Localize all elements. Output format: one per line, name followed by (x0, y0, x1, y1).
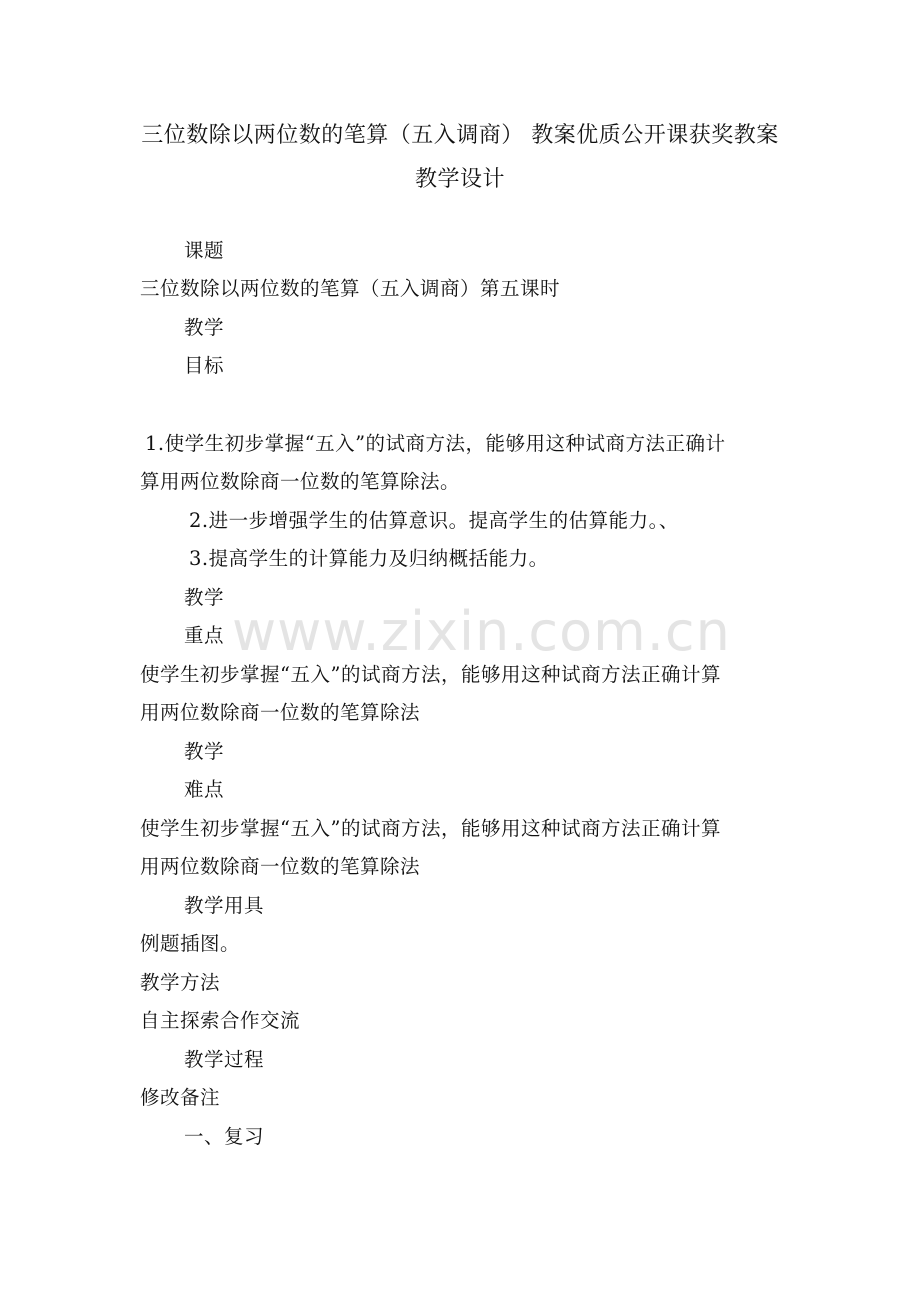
key-points-line-2: 用两位数除商一位数的笔算除法 (140, 701, 421, 724)
goal-2: 2.进一步增强学生的估算意识。提高学生的估算能力。、 (189, 509, 679, 532)
label-teaching-tools: 教学用具 (184, 894, 265, 917)
watermark: www.zixin.com.cn (232, 600, 731, 663)
label-teaching-3: 教学 (184, 740, 225, 763)
label-teaching-2: 教学 (184, 586, 225, 609)
label-revision-notes: 修改备注 (140, 1086, 221, 1109)
difficulties-line-1: 使学生初步掌握“五入”的试商方法，能够用这种试商方法正确计算 (140, 817, 721, 840)
document-title: 三位数除以两位数的笔算（五入调商） 教案优质公开课获奖教案教学设计 (141, 123, 779, 192)
label-difficulties: 难点 (184, 778, 225, 801)
goal-1-line-1: 1.使学生初步掌握“五入”的试商方法，能够用这种试商方法正确计 (145, 432, 726, 455)
label-teaching-process: 教学过程 (184, 1048, 265, 1071)
difficulties-line-2: 用两位数除商一位数的笔算除法 (140, 855, 421, 878)
teaching-method-text: 自主探索合作交流 (140, 1009, 301, 1032)
topic-text: 三位数除以两位数的笔算（五入调商）第五课时 (140, 277, 561, 300)
key-points-line-1: 使学生初步掌握“五入”的试商方法，能够用这种试商方法正确计算 (140, 663, 721, 686)
teaching-tools-text: 例题插图。 (140, 932, 241, 955)
label-teaching-method: 教学方法 (140, 971, 221, 994)
label-key-points: 重点 (184, 624, 225, 647)
label-goals: 目标 (184, 354, 225, 377)
goal-3: 3.提高学生的计算能力及归纳概括能力。 (189, 547, 549, 570)
label-teaching: 教学 (184, 316, 225, 339)
goal-1-line-2: 算用两位数除商一位数的笔算除法。 (140, 470, 461, 493)
label-topic: 课题 (184, 239, 225, 262)
section-review-heading: 一、复习 (184, 1125, 265, 1148)
